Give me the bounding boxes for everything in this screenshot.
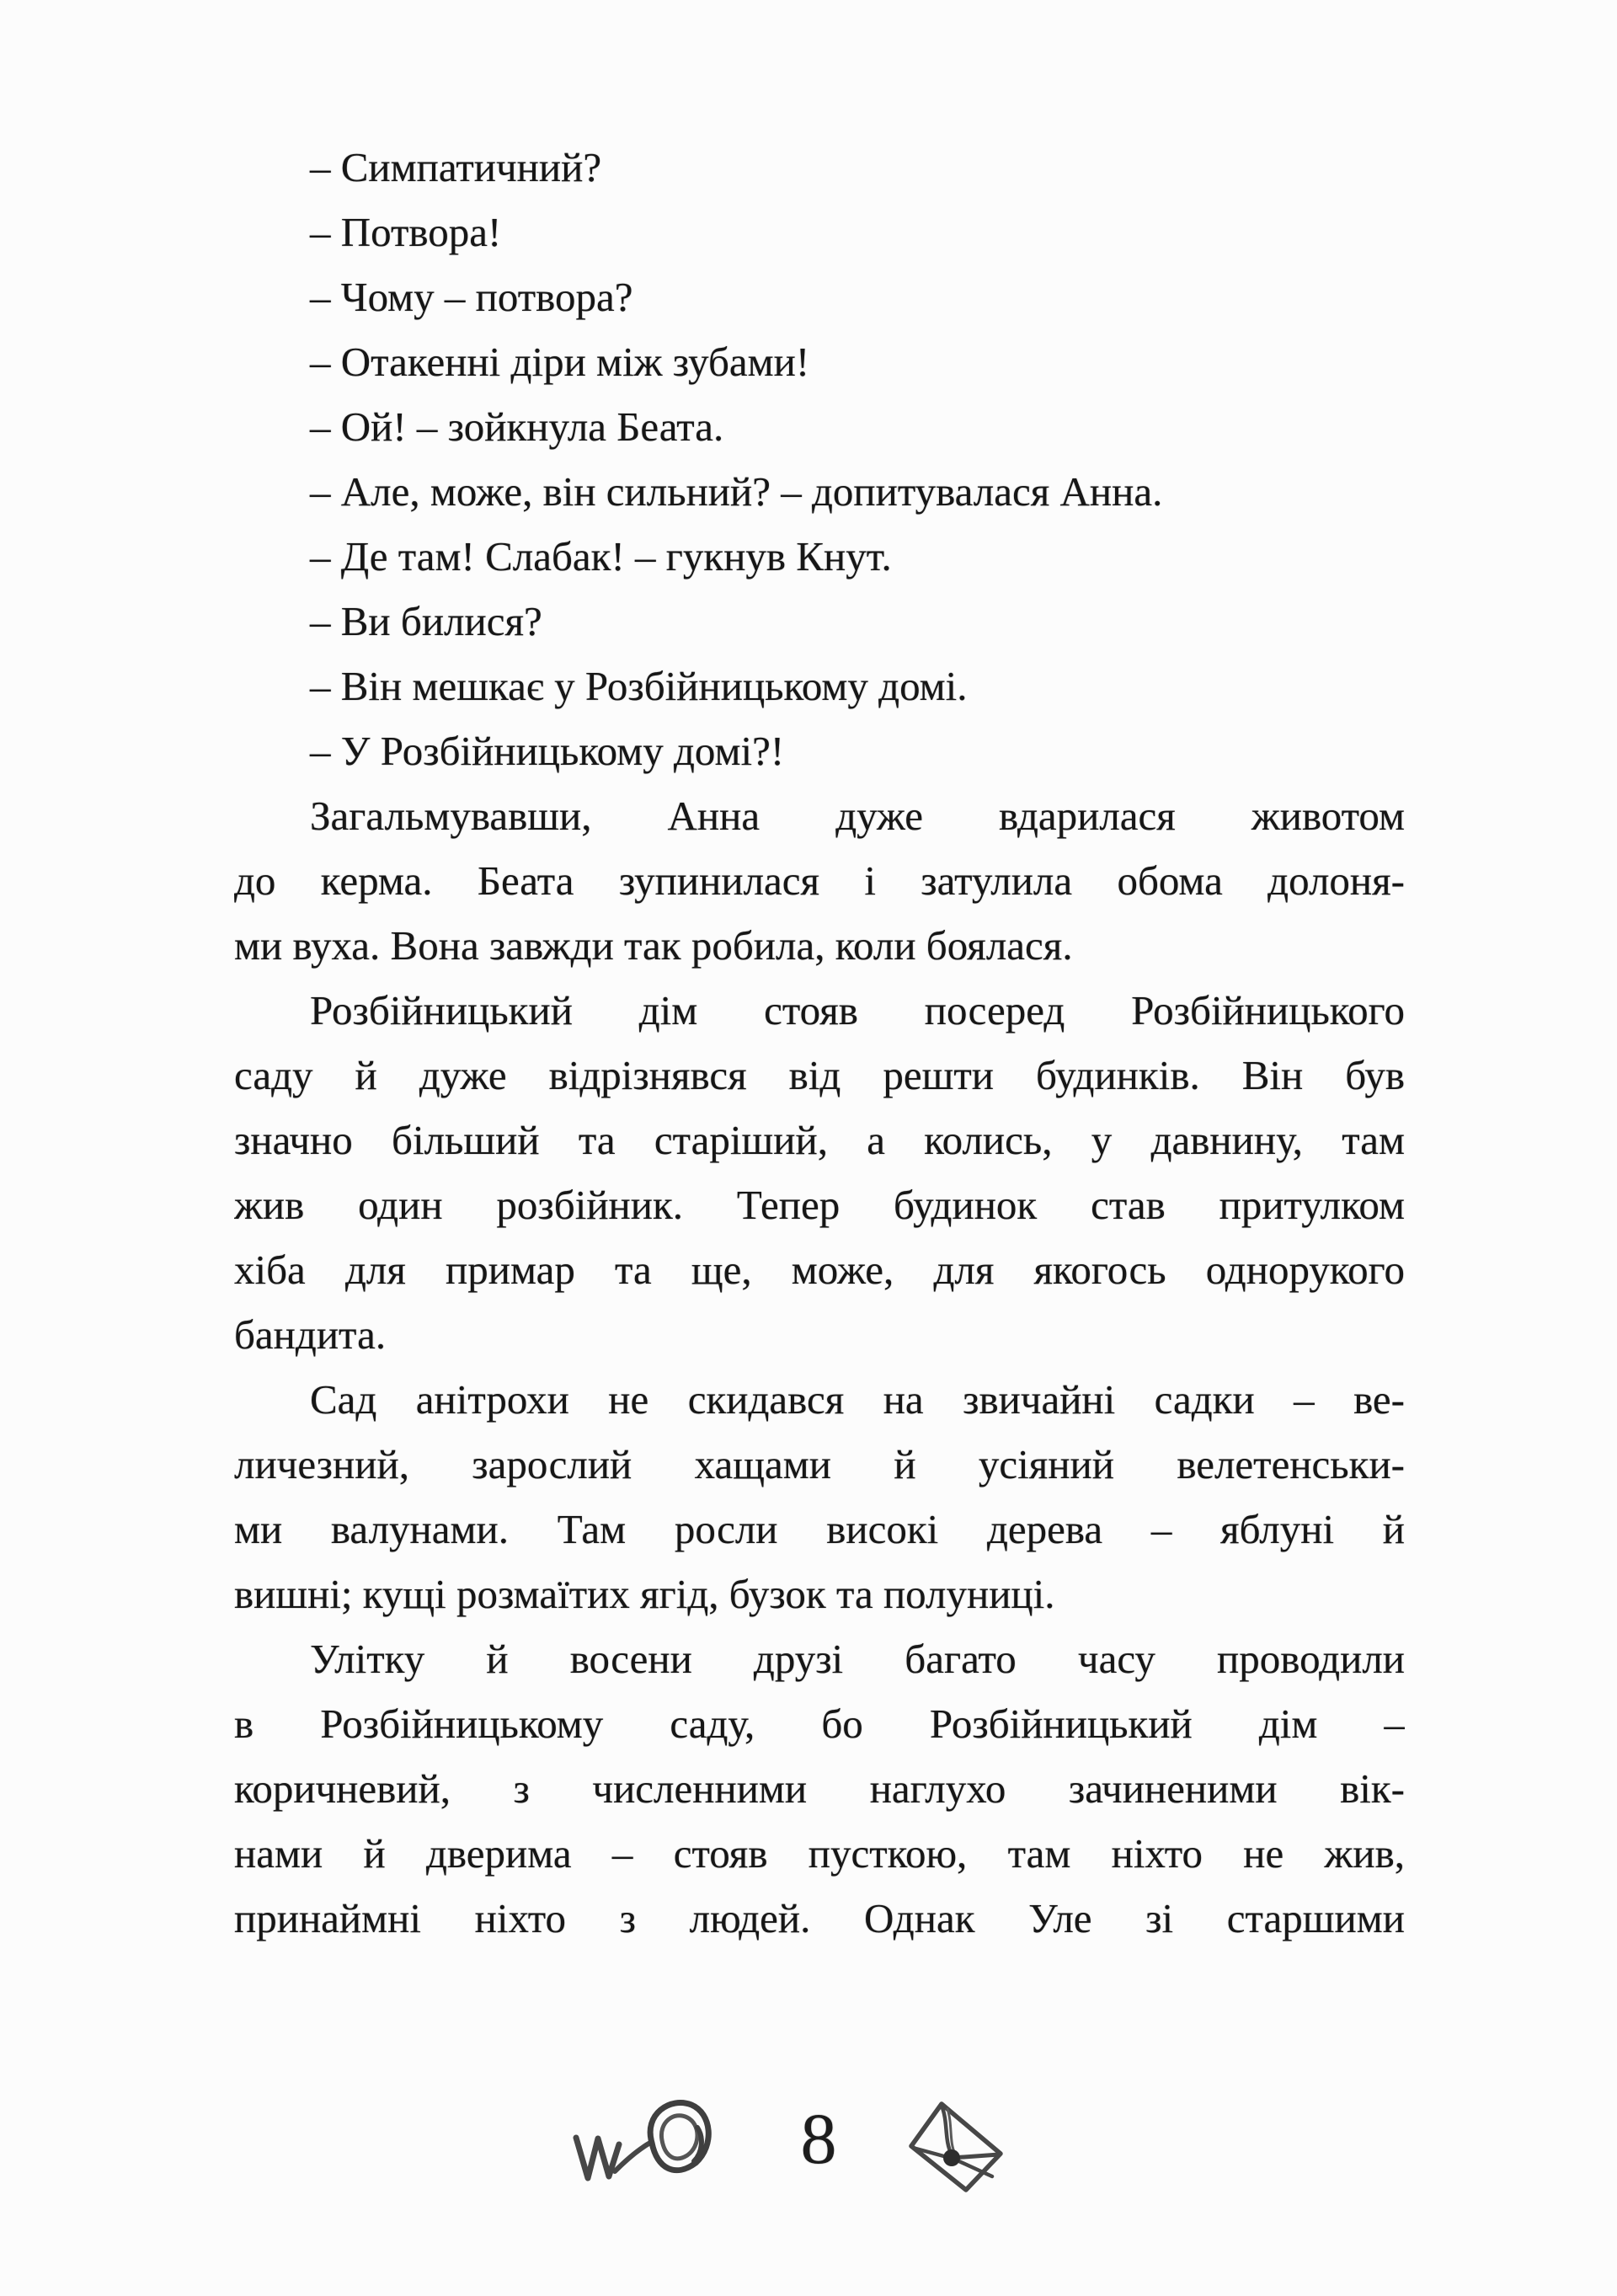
page-number: 8 [800, 2098, 837, 2179]
envelope-sketch-icon [908, 2101, 1005, 2195]
text-line: – Але, може, він сильний? – допитувалася Анна. [310, 468, 1163, 515]
text-line: нами й дверима – стояв пусткою, там ніхто не жив, [234, 1830, 1405, 1877]
text-line: значно більший та старіший, а колись, у давнину, там [234, 1117, 1405, 1163]
text-line: жив один розбійник. Тепер будинок став притулком [234, 1182, 1405, 1228]
text-line: – Де там! Слабак! – гукнув Кнут. [310, 533, 892, 579]
text-line: Загальмувавши, Анна дуже вдарилася животом [310, 793, 1405, 839]
text-line: личезний, зарослий хащами й усіяний велетенськи- [234, 1441, 1405, 1487]
text-line: – Він мешкає у Розбійницькому домі. [310, 663, 968, 709]
text-line: бандита. [234, 1311, 387, 1358]
text-block [234, 135, 1405, 1951]
text-line: Розбійницький дім стояв посеред Розбійницького [310, 987, 1405, 1033]
text-line: коричневий, з численними наглухо зачиненими вік- [234, 1765, 1405, 1812]
text-line: ми вуха. Вона завжди так робила, коли боялася. [234, 922, 1073, 969]
text-line: Сад анітрохи не скидався на звичайні садки – ве- [310, 1376, 1405, 1423]
text-line: – У Розбійницькому домі?! [310, 728, 785, 774]
text-line: принаймні ніхто з людей. Однак Уле зі старшими [234, 1895, 1405, 1941]
text-line: – Отакенні діри між зубами! [310, 339, 810, 385]
text-line: – Ой! – зойкнула Беата. [310, 403, 724, 450]
text-line: – Ви билися? [310, 598, 542, 644]
key-scribble-sketch-icon [571, 2094, 714, 2187]
text-line: – Симпатичний? [310, 144, 602, 190]
text-line: – Потвора! [310, 209, 502, 255]
text-line: в Розбійницькому саду, бо Розбійницький дім – [234, 1701, 1405, 1747]
text-line: саду й дуже відрізнявся від решти будинків. Він був [234, 1052, 1405, 1098]
text-line: до керма. Беата зупинилася і затулила обома долоня- [234, 857, 1405, 904]
text-line: Улітку й восени друзі багато часу проводили [310, 1636, 1405, 1682]
text-line: – Чому – потвора? [310, 274, 633, 320]
text-line: ми валунами. Там росли високі дерева – яблуні й [234, 1506, 1405, 1552]
text-line: вишні; кущі розмаїтих ягід, бузок та полуниці. [234, 1571, 1055, 1617]
text-line: хіба для примар та ще, може, для якогось однорукого [234, 1247, 1405, 1293]
